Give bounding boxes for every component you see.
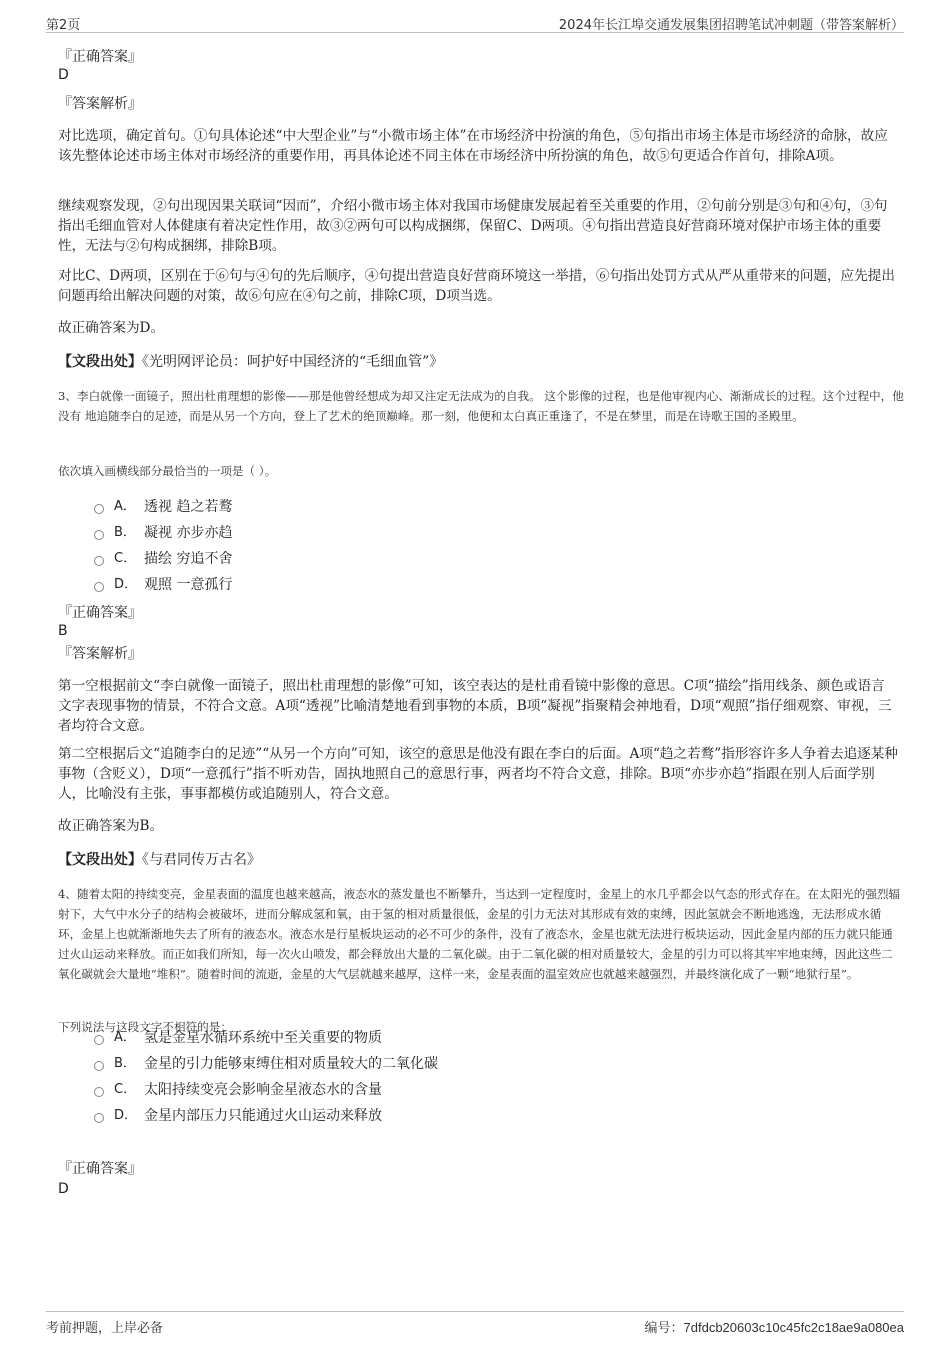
analysis-label: 『答案解析』 (58, 96, 142, 112)
option-a[interactable]: A． 透视 趋之若鹜 (94, 494, 232, 520)
correct-answer-value: D (58, 67, 69, 83)
question-prompt: 下列说法与这段文字不相符的是： (58, 1020, 232, 1034)
correct-answer-label: 『正确答案』 (58, 1161, 142, 1177)
code-value: 7dfdcb20603c10c45fc2c18ae9a080ea (683, 1320, 904, 1335)
radio-icon[interactable] (94, 530, 104, 540)
document-code (645, 1317, 905, 1336)
analysis-paragraph: 第一空根据前文“李白就像一面镜子，照出杜甫理想的影像”可知，该空表达的是杜甫看镜中影像的意思。C项“描绘”指用线条、颜色或语言文字表现事物的情景，不符合文意。A项“透视”比喻清楚地看到事物的本质，B项“凝视”指聚精会神地看，D项“观照”指仔细观察、审视，三者均符合文意。 (58, 678, 892, 734)
correct-answer-label: 『正确答案』 (58, 49, 142, 65)
analysis-paragraph: 对比选项，确定首句。①句具体论述“中大型企业”与“小微市场主体”在市场经济中扮演的角色，⑤句指出市场主体是市场经济的命脉，故应该先整体论述市场主体对市场经济的重要作用，再具体论述不同主体在市场经济中所扮演的角色，故⑤句更适合作首句，排除A项。 (58, 128, 888, 164)
source-title: 《光明网评论员：呵护好中国经济的“毛细血管”》 (142, 354, 444, 370)
question-stem: 4、随着太阳的持续变亮，金星表面的温度也越来越高，液态水的蒸发量也不断攀升，当达到一定程度时，金星上的水几乎都会以气态的形式存在。在太阳光的强烈辐射下，大气中水分子的结构会被破坏，进而分解成氢和氧，由于氢的相对质量很低，金星的引力无法对其形成有效的束缚，因此氢就会不断地逃逸，无法形成水循环，金星上也就渐渐地失去了所有的液态水。液态水是行星板块运动的必不可少的条件，没有了液态水，金星也就无法进行板块运动，因此金星内部的压力就只能通过火山运动来释放。而正如我们所知，每一次火山喷发，都会释放出大量的二氧化碳。由于二氧化碳的相对质量较大，金星的引力可以将其牢牢地束缚，因此这些二氧化碳就会大量地“堆积”。随着时间的流逝，金星的大气层就越来越厚，这样一来，金星表面的温室效应也就越来越强烈，并最终演化成了一颗“地狱行星”。 (58, 887, 901, 981)
analysis-label: 『答案解析』 (58, 646, 142, 662)
option-list (94, 494, 232, 598)
option-a[interactable]: A． 氢是金星水循环系统中至关重要的物质 (94, 1025, 438, 1051)
analysis-paragraph: 继续观察发现，②句出现因果关联词“因而”，介绍小微市场主体对我国市场健康发展起着至关重要的作用，②句前分别是③句和④句，③句指出毛细血管对人体健康有着决定性作用，故③②两句可以构成捆绑，保留C、D两项。④句指出营造良好营商环境对保护市场主体的重要性，无法与②句构成捆绑，排除B项。 (58, 198, 888, 254)
option-d[interactable]: D． 观照 一意孤行 (94, 572, 232, 598)
page-header (46, 12, 904, 33)
radio-icon[interactable] (94, 556, 104, 566)
radio-icon[interactable] (94, 1061, 104, 1071)
option-list (94, 1025, 438, 1129)
option-b[interactable]: B． 凝视 亦步亦趋 (94, 520, 232, 546)
source-title: 《与君同传万古名》 (142, 852, 261, 868)
radio-icon[interactable] (94, 1035, 104, 1045)
option-d[interactable]: D． 金星内部压力只能通过火山运动来释放 (94, 1103, 438, 1129)
option-c[interactable]: C． 太阳持续变亮会影响金星液态水的含量 (94, 1077, 438, 1103)
source-citation (58, 851, 261, 869)
footer-slogan: 考前押题，上岸必备 (46, 1321, 164, 1336)
radio-icon[interactable] (94, 504, 104, 514)
source-tag: 【文段出处】 (58, 354, 142, 370)
correct-answer-value: B (58, 623, 68, 639)
question-prompt: 依次填入画横线部分最恰当的一项是（ ）。 (58, 464, 277, 478)
radio-icon[interactable] (94, 1113, 104, 1123)
correct-answer-label: 『正确答案』 (58, 605, 142, 621)
question-stem: 3、李白就像一面镜子，照出杜甫理想的影像——那是他曾经想成为却又注定无法成为的自我。 这个影像的过程，也是他审视内心、渐渐成长的过程。这个过程中，他没有 地追随李白的足迹，而是从另一个方向，登上了艺术的绝顶巅峰。那一刻，他便和太白真正重逢了，不是在梦里，而是在诗歌王国的圣殿里。 (58, 389, 904, 423)
document-title: 2024年长江埠交通发展集团招聘笔试冲刺题（带答案解析） (558, 18, 904, 33)
page-footer (46, 1311, 904, 1336)
page-number: 第2页 (46, 18, 81, 33)
option-c[interactable]: C． 描绘 穷追不舍 (94, 546, 232, 572)
source-tag: 【文段出处】 (58, 852, 142, 868)
analysis-paragraph: 第二空根据后文“追随李白的足迹”“从另一个方向”可知，该空的意思是他没有跟在李白的后面。A项“趋之若鹜”指形容许多人争着去追逐某种事物（含贬义），D项“一意孤行”指不听劝告，固执地照自己的意思行事，两者均不符合文意，排除。B项“亦步亦趋”指跟在别人后面学别人，比喻没有主张，事事都模仿或追随别人，符合文意。 (58, 746, 898, 802)
option-b[interactable]: B． 金星的引力能够束缚住相对质量较大的二氧化碳 (94, 1051, 438, 1077)
radio-icon[interactable] (94, 1087, 104, 1097)
code-label: 编号： (644, 1321, 684, 1336)
analysis-conclusion: 故正确答案为B。 (58, 818, 164, 834)
source-citation (58, 353, 443, 371)
radio-icon[interactable] (94, 582, 104, 592)
analysis-conclusion: 故正确答案为D。 (58, 320, 165, 336)
analysis-paragraph: 对比C、D两项，区别在于⑥句与④句的先后顺序，④句提出营造良好营商环境这一举措，⑥句指出处罚方式从严从重带来的问题，应先提出问题再给出解决问题的对策，故⑥句应在④句之前，排除C项，D项当选。 (58, 268, 895, 304)
correct-answer-value: D (58, 1181, 69, 1197)
